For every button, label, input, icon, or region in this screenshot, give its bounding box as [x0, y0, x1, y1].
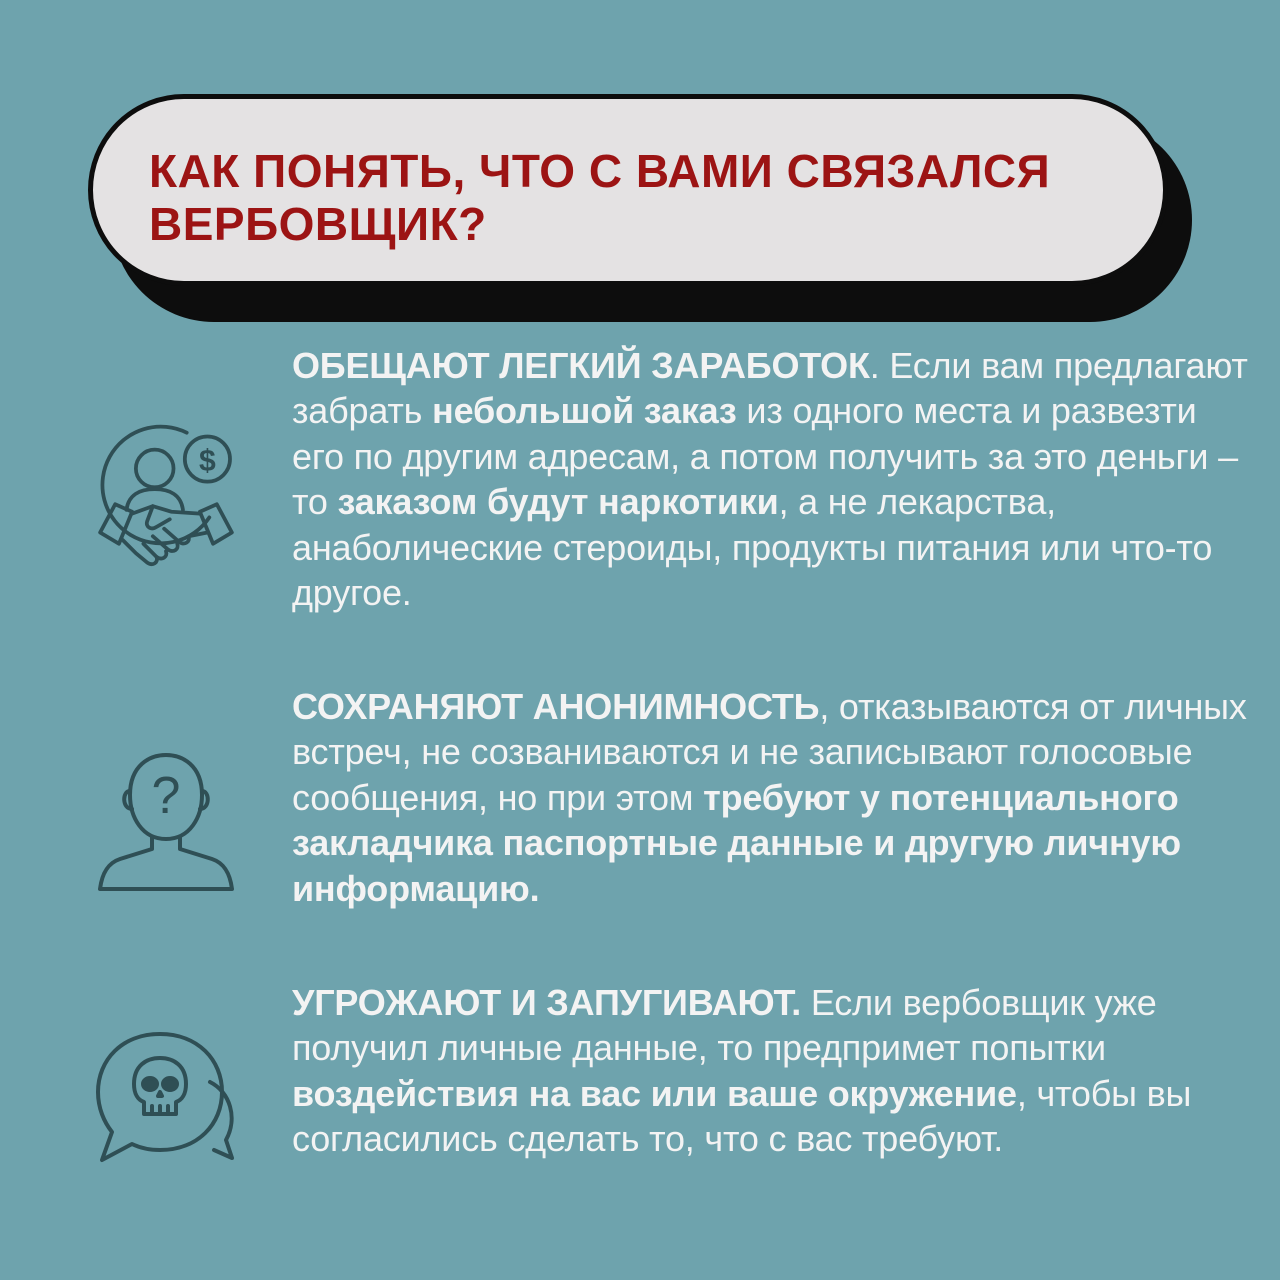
- item-threats-heading: УГРОЖАЮТ И ЗАПУГИВАЮТ.: [292, 982, 802, 1023]
- item-easy-money: ОБЕЩАЮТ ЛЕГКИЙ ЗАРАБОТОК. Если вам предлагают забрать небольшой заказ из одного места и развезти его по другим адресам, а потом получить за это деньги – то заказом будут наркотики, а не лекарства, анаболические стероиды, продукты питания или что-то другое.: [292, 345, 1248, 614]
- page-title: КАК ПОНЯТЬ, ЧТО С ВАМИ СВЯЗАЛСЯ ВЕРБОВЩИК?: [149, 145, 1051, 250]
- item-anonymity-heading: СОХРАНЯЮТ АНОНИМНОСТЬ: [292, 686, 820, 727]
- handshake-money-icon: [90, 412, 242, 572]
- svg-text:$: $: [199, 444, 216, 478]
- anonymous-person-icon: [90, 735, 242, 895]
- header-banner: [88, 94, 1168, 286]
- item-threats: УГРОЖАЮТ И ЗАПУГИВАЮТ. Если вербовщик уже получил личные данные, то предпримет попытки воздействия на вас или ваше окружение, чтобы вы согласились сделать то, что с вас требуют.: [292, 982, 1192, 1160]
- item-easy-money-heading: ОБЕЩАЮТ ЛЕГКИЙ ЗАРАБОТОК: [292, 345, 870, 386]
- svg-text:?: ?: [151, 767, 181, 825]
- skull-speech-bubble-icon: [90, 1022, 242, 1182]
- item-anonymity: СОХРАНЯЮТ АНОНИМНОСТЬ, отказываются от личных встреч, не созваниваются и не записывают голосовые сообщения, но при этом требуют у потенциального закладчика паспортные данные и другую личную информацию.: [292, 686, 1247, 909]
